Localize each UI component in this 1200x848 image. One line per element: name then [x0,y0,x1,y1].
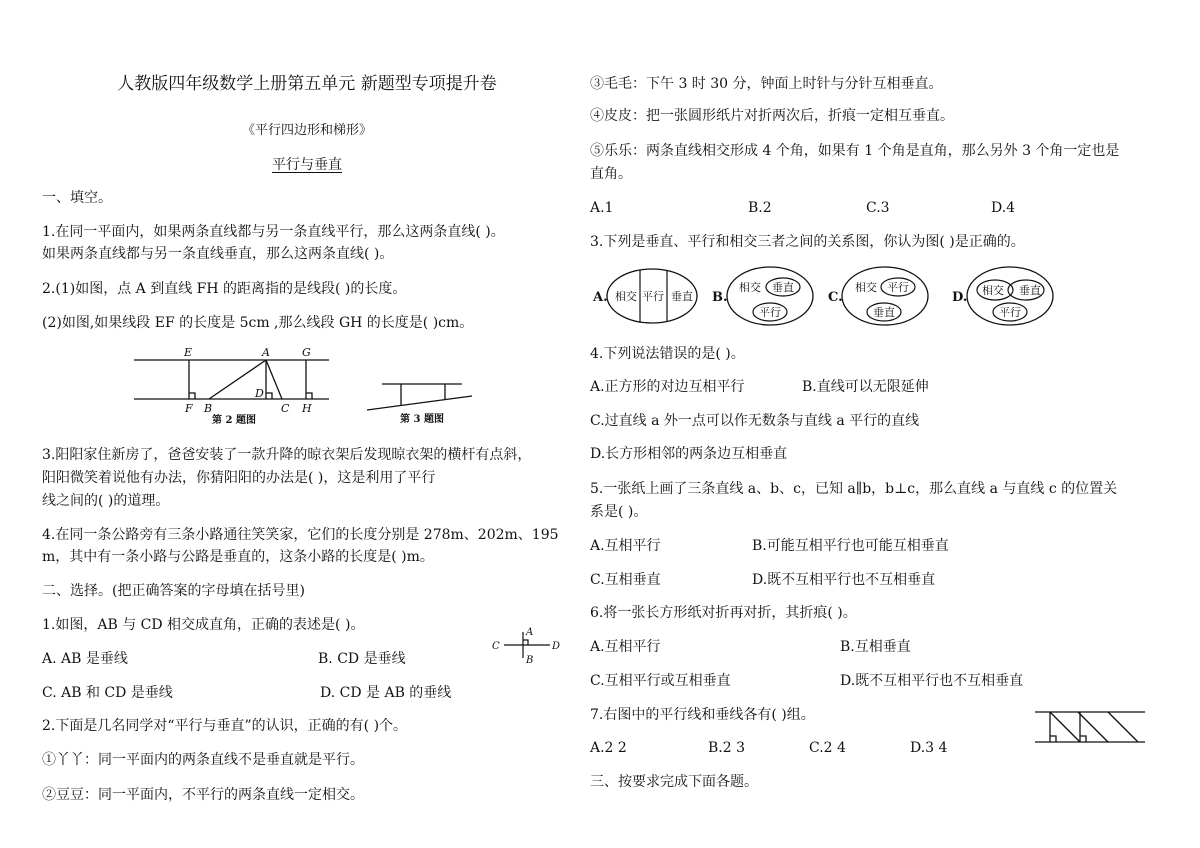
p2-q7-opt-b: B.2 3 [708,740,746,756]
p2-q6-opt-d: D.既不互相平行也不互相垂直 [840,673,1024,689]
fig2-label-b: B [204,402,213,415]
doc-subtitle: 《平行四边形和梯形》 [241,123,372,138]
p2-q2-s3: ③毛毛：下午 3 时 30 分，钟面上时针与分针互相垂直。 [590,76,943,92]
p2-q1-opt-c: C. AB 和 CD 是垂线 [42,685,173,701]
p2-q7: 7.右图中的平行线和垂线各有( )组。 [590,707,815,723]
fig3-caption: 第 3 题图 [400,414,444,425]
cross-label-c: C [492,641,500,652]
p2-q7-opt-c: C.2 4 [809,740,846,756]
diagram-d [952,267,1053,325]
p2-q5-line1: 5.一张纸上画了三条直线 a、b、c，已知 a∥b，b⊥c，那么直线 a 与直线 c 的位置关 [590,481,1118,497]
p2-q2-opt-c: C.3 [866,200,890,216]
fig2-label-a: A [262,346,270,359]
p2-q2-s4: ④皮皮：把一张圆形纸片对折两次后，折痕一定相互垂直。 [590,108,954,124]
p2-q6-opt-c: C.互相平行或互相垂直 [590,673,731,689]
fig2-label-g: G [302,346,311,359]
p2-q2-s1: ①丫丫：同一平面内的两条直线不是垂直就是平行。 [42,752,364,768]
fig2-caption: 第 2 题图 [212,415,256,424]
svg-text:垂直: 垂直 [1019,284,1041,297]
p2-q1: 1.如图，AB 与 CD 相交成直角，正确的表述是( )。 [42,617,365,633]
p2-q2-s2: ②豆豆：同一平面内，不平行的两条直线一定相交。 [42,787,364,803]
p1-q4-line2: m，其中有一条小路与公路是垂直的，这条小路的长度是( )m。 [42,549,434,565]
part2-heading: 二、选择。(把正确答案的字母填在括号里) [42,583,305,599]
p2-q5-opt-b: B.可能互相平行也可能互相垂直 [752,538,949,554]
p2-q5-opt-a: A.互相平行 [590,538,661,554]
p2-q7-opt-d: D.3 4 [910,740,948,756]
figure-2 [134,342,334,424]
svg-text:平行: 平行 [759,306,781,319]
p2-q5-opt-d: D.既不互相平行也不互相垂直 [752,572,936,588]
p2-q2-opt-d: D.4 [991,200,1016,216]
svg-text:B.: B. [712,290,728,305]
diagram-a [592,269,697,323]
part3-heading: 三、按要求完成下面各题。 [590,774,758,790]
p1-q3-line1: 3.阳阳家住新房了，爸爸安装了一款升降的晾衣架后发现晾衣架的横杆有点斜， [42,447,532,463]
fig2-label-d: D [255,387,264,400]
svg-text:C.: C. [828,290,843,305]
svg-text:平行: 平行 [999,306,1021,319]
p1-q2-b: (2)如图,如果线段 EF 的长度是 5cm ,那么线段 GH 的长度是( )cm。 [42,315,474,331]
svg-text:平行: 平行 [887,281,909,294]
p2-q1-opt-d: D. CD 是 AB 的垂线 [320,685,452,701]
p1-q1-line2: 如果两条直线都与另一条直线垂直，那么这两条直线( )。 [42,246,394,262]
svg-text:垂直: 垂直 [873,306,895,319]
p2-q4-opt-b: B.直线可以无限延伸 [802,379,929,395]
fig2-label-h: H [302,402,312,415]
svg-text:平行: 平行 [642,290,664,303]
p2-q4-opt-d: D.长方形相邻的两条边互相垂直 [590,446,788,462]
p2-q2-s5-line2: 直角。 [590,166,632,182]
figure-q7 [1030,700,1150,750]
p1-q3-line2: 阳阳微笑着说他有办法，你猜阳阳的办法是( )，这是利用了平行 [42,470,436,486]
p1-q3-line3: 线之间的( )的道理。 [42,493,170,509]
p2-q2-opt-b: B.2 [748,200,772,216]
p2-q4-opt-c: C.过直线 a 外一点可以作无数条与直线 a 平行的直线 [590,413,920,429]
figure-3 [367,372,487,426]
section-title: 平行与垂直 [272,157,342,173]
p1-q1-line1: 1.在同一平面内，如果两条直线都与另一条直线平行，那么这两条直线( )。 [42,224,505,240]
fig2-label-c: C [281,402,290,415]
cross-label-b: B [526,655,534,666]
p2-q6: 6.将一张长方形纸对折再对折，其折痕( )。 [590,605,857,621]
svg-text:垂直: 垂直 [772,281,794,294]
doc-title: 人教版四年级数学上册第五单元 新题型专项提升卷 [117,74,497,94]
svg-text:A.: A. [593,290,608,305]
p2-q2: 2.下面是几名同学对“平行与垂直”的认识，正确的有( )个。 [42,718,408,734]
p2-q4: 4.下列说法错误的是( )。 [590,346,745,362]
p2-q1-opt-a: A. AB 是垂线 [42,651,128,667]
svg-text:相交: 相交 [615,290,637,303]
cross-label-d: D [552,641,561,652]
p2-q5-opt-c: C.互相垂直 [590,572,661,588]
fig2-label-f: F [185,402,193,415]
p2-q3: 3.下列是垂直、平行和相交三者之间的关系图，你认为图( )是正确的。 [590,234,1025,250]
p2-q2-s5-line1: ⑤乐乐：两条直线相交形成 4 个角，如果有 1 个角是直角，那么另外 3 个角一定也是 [590,143,1120,159]
svg-text:D.: D. [952,290,968,305]
svg-text:相交: 相交 [982,284,1004,297]
p1-q4-line1: 4.在同一条公路旁有三条小路通往笑笑家，它们的长度分别是 278m、202m、195 [42,527,559,543]
p1-q2-a: 2.(1)如图，点 A 到直线 FH 的距离指的是线段( )的长度。 [42,281,407,297]
relation-diagrams [590,262,1165,334]
p2-q6-opt-a: A.互相平行 [590,639,661,655]
fig2-label-e: E [184,346,193,359]
diagram-b [712,267,813,325]
p2-q1-opt-b: B. CD 是垂线 [318,651,406,667]
p2-q2-opt-a: A.1 [590,200,614,216]
p2-q4-opt-a: A.正方形的对边互相平行 [590,379,745,395]
figure-cross [490,626,570,666]
svg-text:相交: 相交 [855,281,877,294]
p2-q6-opt-b: B.互相垂直 [840,639,911,655]
diagram-c [828,267,928,325]
svg-text:垂直: 垂直 [671,290,693,303]
cross-label-a: A [526,627,534,638]
p2-q5-line2: 系是( )。 [590,504,648,520]
svg-text:相交: 相交 [739,281,761,294]
p2-q7-opt-a: A.2 2 [590,740,627,756]
part1-heading: 一、填空。 [42,190,112,206]
